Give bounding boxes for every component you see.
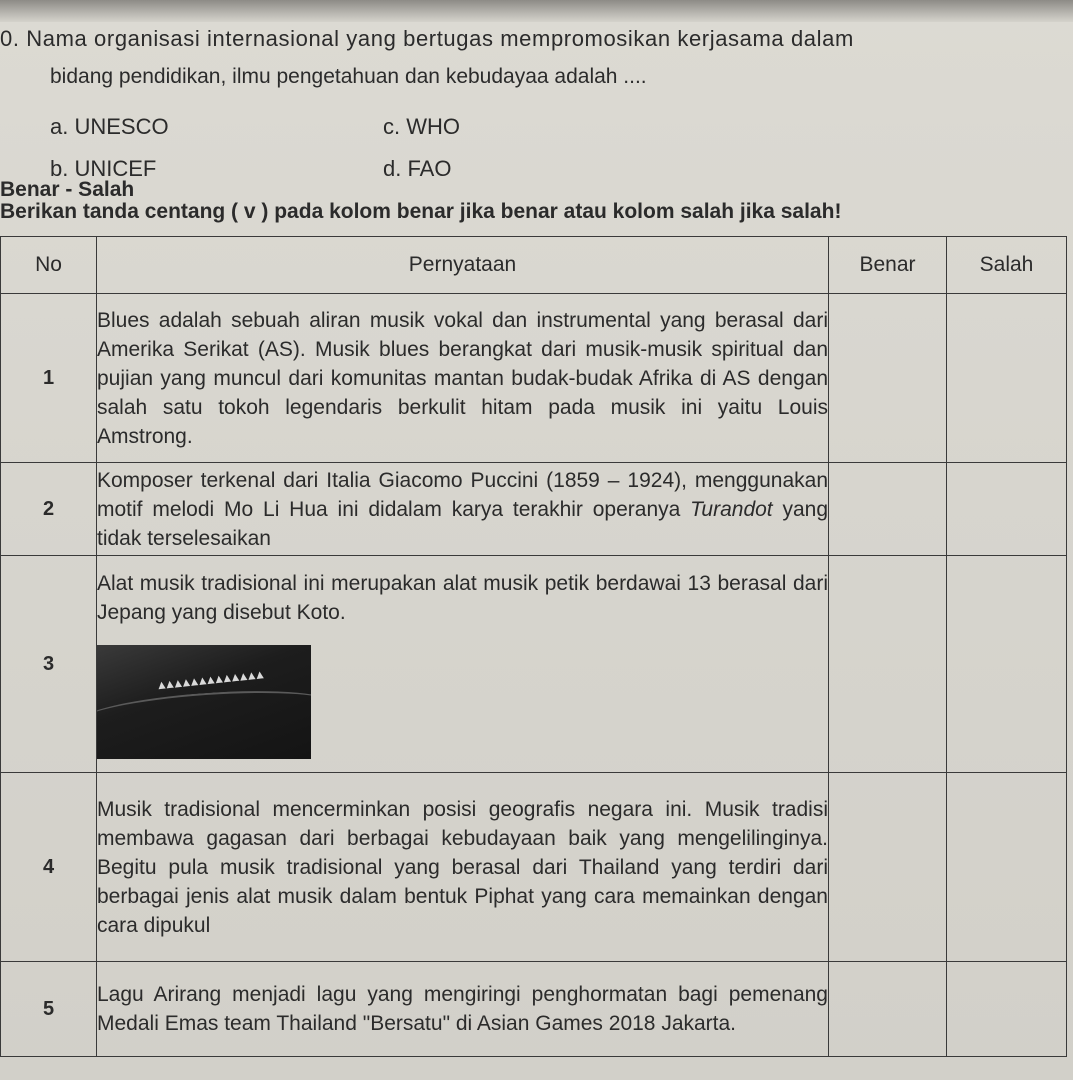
option-d[interactable]: d. FAO bbox=[383, 156, 452, 181]
benar-answer-cell[interactable] bbox=[829, 962, 947, 1057]
row-statement: Musik tradisional mencerminkan posisi geografis negara ini. Musik tradisi membawa gagasan dari berbagai kebudayaan baik yang mengelilinginya. Begitu pula musik tradisional yang berasal dari Thailand yang terdiri dari berbagai jenis alat musik dalam bentuk Piphat yang cara memainkan dengan cara dipukul bbox=[97, 773, 829, 962]
row-number: 3 bbox=[1, 556, 97, 773]
statement-text-before: Komposer terkenal dari Italia Giacomo Puccini (1859 – 1924), menggunakan motif melodi Mo Li Hua ini didalam karya terakhir operanya bbox=[97, 468, 828, 521]
salah-answer-cell[interactable] bbox=[947, 773, 1067, 962]
opera-title: Turandot bbox=[690, 497, 773, 521]
header-benar: Benar bbox=[829, 237, 947, 294]
header-no: No bbox=[1, 237, 97, 294]
option-a[interactable]: a. UNESCO bbox=[50, 114, 169, 139]
benar-answer-cell[interactable] bbox=[829, 773, 947, 962]
page-top-shadow bbox=[0, 0, 1073, 22]
true-false-table bbox=[0, 236, 1067, 1057]
row-statement: Lagu Arirang menjadi lagu yang mengiringi penghormatan bagi pemenang Medali Emas team Thailand "Bersatu" di Asian Games 2018 Jakarta. bbox=[97, 962, 829, 1057]
statement-text-after: yang tidak terselesaikan bbox=[97, 497, 829, 550]
benar-answer-cell[interactable] bbox=[829, 556, 947, 773]
benar-answer-cell[interactable] bbox=[829, 463, 947, 556]
table-row bbox=[1, 962, 1067, 1057]
koto-instrument-image bbox=[97, 645, 311, 759]
question-text-line1: 0. Nama organisasi internasional yang bertugas mempromosikan kerjasama dalam bbox=[0, 26, 854, 51]
salah-answer-cell[interactable] bbox=[947, 294, 1067, 463]
section-title: Benar - Salah bbox=[0, 178, 135, 201]
koto-bridges-graphic: ▲▲▲▲▲▲▲▲▲▲▲▲▲ bbox=[157, 666, 266, 692]
table-row bbox=[1, 294, 1067, 463]
row-number: 4 bbox=[1, 773, 97, 962]
salah-answer-cell[interactable] bbox=[947, 556, 1067, 773]
table-row bbox=[1, 556, 1067, 773]
salah-answer-cell[interactable] bbox=[947, 962, 1067, 1057]
table-row bbox=[1, 463, 1067, 556]
row-statement: Blues adalah sebuah aliran musik vokal dan instrumental yang berasal dari Amerika Serikat (AS). Musik blues berangkat dari musik-musik spiritual dan pujian yang muncul dari komunitas mantan budak-budak Afrika di AS dengan salah satu tokoh legendaris berkulit hitam pada musik ini yaitu Louis Amstrong. bbox=[97, 294, 829, 463]
option-b[interactable]: b. UNICEF bbox=[50, 156, 157, 181]
benar-answer-cell[interactable] bbox=[829, 294, 947, 463]
row-statement bbox=[97, 463, 829, 556]
row-statement bbox=[97, 556, 829, 773]
header-salah: Salah bbox=[947, 237, 1067, 294]
statement-text: Alat musik tradisional ini merupakan alat musik petik berdawai 13 berasal dari Jepang yang disebut Koto. bbox=[97, 572, 828, 624]
table-header-row bbox=[1, 237, 1067, 294]
row-number: 2 bbox=[1, 463, 97, 556]
table-row bbox=[1, 773, 1067, 962]
option-c[interactable]: c. WHO bbox=[383, 114, 460, 139]
header-statement: Pernyataan bbox=[97, 237, 829, 294]
koto-body-graphic bbox=[97, 684, 311, 744]
question-text-line2: bidang pendidikan, ilmu pengetahuan dan kebudayaa adalah .... bbox=[50, 65, 647, 88]
row-number: 5 bbox=[1, 962, 97, 1057]
salah-answer-cell[interactable] bbox=[947, 463, 1067, 556]
section-instruction: Berikan tanda centang ( v ) pada kolom benar jika benar atau kolom salah jika salah! bbox=[0, 200, 842, 223]
row-number: 1 bbox=[1, 294, 97, 463]
